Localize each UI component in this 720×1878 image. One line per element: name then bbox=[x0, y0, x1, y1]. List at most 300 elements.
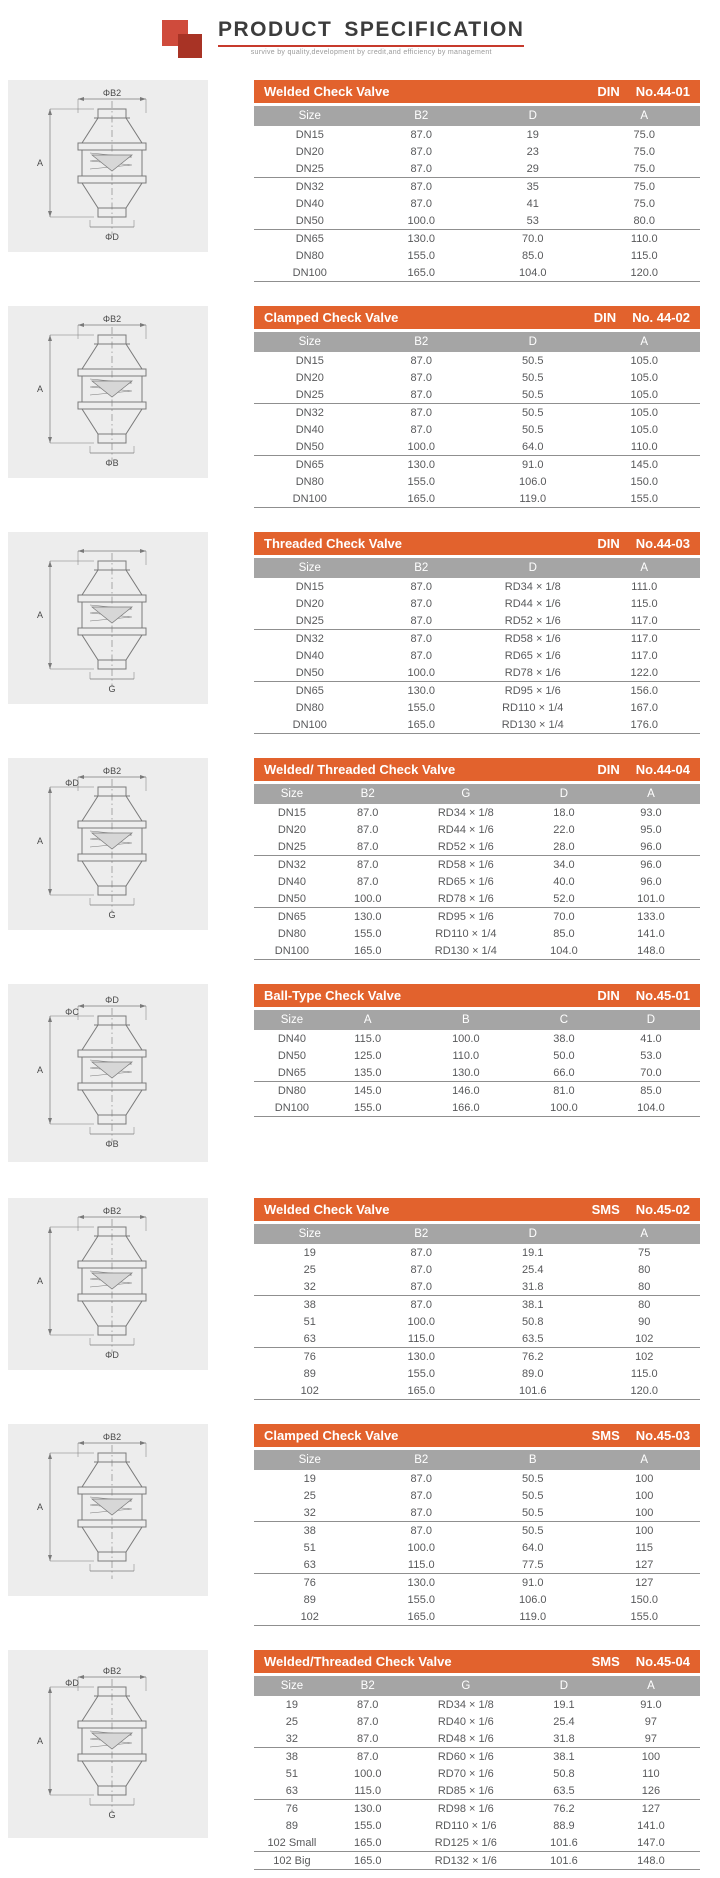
table-cell: 104.0 bbox=[526, 942, 602, 960]
table-cell: 87.0 bbox=[330, 1730, 406, 1748]
table-cell: 166.0 bbox=[406, 1099, 526, 1117]
table-cell: 102 Big bbox=[254, 1852, 330, 1870]
column-header: G bbox=[406, 784, 526, 804]
table-row bbox=[254, 264, 700, 282]
table-row bbox=[254, 1765, 700, 1782]
table-row bbox=[254, 212, 700, 230]
table-cell: RD65 × 1/6 bbox=[437, 875, 494, 888]
table-row bbox=[254, 1556, 700, 1574]
dimension-label-bottom: ΦD bbox=[105, 1350, 119, 1360]
dimension-label-top: ΦB2 bbox=[102, 766, 122, 776]
dimension-label-bottom: G bbox=[108, 910, 116, 920]
table-cell: DN32 bbox=[295, 180, 324, 193]
column-header: Size bbox=[254, 1450, 366, 1470]
table-cell: 89 bbox=[285, 1819, 299, 1832]
table-cell: 80 bbox=[589, 1278, 701, 1296]
table-cell: 87.0 bbox=[357, 858, 379, 871]
table-row bbox=[254, 369, 700, 386]
table-cell: 87.0 bbox=[410, 649, 432, 662]
standard-block bbox=[597, 536, 690, 551]
column-header: Size bbox=[254, 1010, 330, 1030]
table-cell: 40.0 bbox=[553, 875, 575, 888]
table-cell: RD58 × 1/6 bbox=[437, 858, 494, 871]
dimension-label-left: A bbox=[36, 836, 44, 846]
table-cell: 130.0 bbox=[406, 1064, 526, 1082]
table-cell: 119.0 bbox=[477, 1608, 589, 1626]
table-cell: 165.0 bbox=[366, 716, 478, 734]
table-row bbox=[254, 612, 700, 630]
standard-label: DIN bbox=[597, 536, 620, 551]
table-cell: 75.0 bbox=[633, 180, 655, 193]
table-cell: 50.8 bbox=[553, 1767, 575, 1780]
table-cell: 38.1 bbox=[522, 1298, 544, 1311]
table-cell: 100.0 bbox=[526, 1099, 602, 1117]
table-cell: 120.0 bbox=[589, 264, 701, 282]
table-title: Ball-Type Check Valve bbox=[264, 988, 402, 1003]
table-title: Welded Check Valve bbox=[264, 84, 390, 99]
table-row bbox=[254, 699, 700, 716]
table-cell: DN32 bbox=[295, 406, 324, 419]
dimension-label-bottom: ΦD bbox=[105, 232, 119, 242]
valve-technical-drawing bbox=[22, 539, 194, 697]
table-cell: 122.0 bbox=[589, 664, 701, 682]
table-cell: 101.6 bbox=[477, 1382, 589, 1400]
table-cell: 141.0 bbox=[637, 1819, 665, 1832]
column-header: B2 bbox=[366, 1224, 478, 1244]
spec-table bbox=[254, 1450, 700, 1626]
valve-drawing-panel bbox=[8, 758, 208, 930]
table-cell: 90 bbox=[638, 1315, 651, 1328]
table-row bbox=[254, 1382, 700, 1400]
table-cell: 91.0 bbox=[640, 1698, 662, 1711]
table-cell: 50.5 bbox=[522, 1524, 544, 1537]
standard-number: No.45-03 bbox=[635, 1428, 690, 1443]
table-cell: 50.8 bbox=[522, 1315, 544, 1328]
standard-block bbox=[592, 1654, 690, 1669]
spec-table bbox=[254, 1010, 700, 1117]
table-cell: 87.0 bbox=[366, 612, 478, 630]
table-cell: 63 bbox=[254, 1330, 366, 1348]
table-cell: 28.0 bbox=[526, 838, 602, 856]
column-header: B bbox=[477, 1450, 589, 1470]
table-cell: 75.0 bbox=[633, 145, 655, 158]
table-title: Welded Check Valve bbox=[264, 1202, 390, 1217]
table-cell: 117.0 bbox=[630, 649, 658, 662]
spec-table bbox=[254, 1224, 700, 1400]
dimension-label-top: ΦB2 bbox=[102, 314, 122, 324]
standard-label: SMS bbox=[591, 1202, 620, 1217]
table-cell: 100.0 bbox=[366, 438, 478, 456]
table-cell: 87.0 bbox=[410, 354, 432, 367]
standard-label: DIN bbox=[593, 310, 617, 325]
table-row bbox=[254, 1313, 700, 1330]
table-cell: 89.0 bbox=[522, 1367, 544, 1380]
table-row bbox=[254, 804, 700, 821]
table-cell: 50.5 bbox=[522, 1489, 544, 1502]
table-cell: 127 bbox=[635, 1576, 654, 1589]
table-cell: 53 bbox=[477, 212, 589, 230]
table-row bbox=[254, 716, 700, 734]
table-row bbox=[254, 1852, 700, 1870]
valve-drawing-panel bbox=[8, 306, 208, 478]
table-cell: 19.1 bbox=[522, 1246, 544, 1259]
table-row bbox=[254, 1696, 700, 1713]
table-cell: DN80 bbox=[295, 249, 324, 262]
valve-section bbox=[8, 1424, 700, 1626]
table-cell: 87.0 bbox=[366, 160, 478, 178]
table-row bbox=[254, 1278, 700, 1296]
table-cell: 23 bbox=[526, 145, 539, 158]
standard-block bbox=[594, 310, 690, 325]
table-cell: 63 bbox=[254, 1556, 366, 1574]
table-row bbox=[254, 664, 700, 682]
table-cell: 53.0 bbox=[640, 1049, 662, 1062]
table-cell: RD95 × 1/6 bbox=[504, 684, 561, 697]
table-cell: 120.0 bbox=[589, 1382, 701, 1400]
table-cell: 70.0 bbox=[553, 910, 575, 923]
table-cell: 75.0 bbox=[589, 160, 701, 178]
table-cell: 117.0 bbox=[589, 612, 701, 630]
table-cell: 133.0 bbox=[637, 910, 665, 923]
column-header: D bbox=[477, 332, 589, 352]
column-header: G bbox=[406, 1676, 526, 1696]
valve-section bbox=[8, 306, 700, 508]
column-header: B2 bbox=[366, 106, 478, 126]
table-cell: 70.0 bbox=[602, 1064, 700, 1082]
table-row bbox=[254, 1800, 700, 1818]
table-cell: 167.0 bbox=[630, 701, 659, 714]
table-cell: 80.0 bbox=[589, 212, 701, 230]
table-cell: RD125 × 1/6 bbox=[406, 1834, 526, 1852]
table-cell: RD70 × 1/6 bbox=[437, 1767, 494, 1780]
table-cell: 25 bbox=[303, 1263, 316, 1276]
table-cell: 89 bbox=[303, 1367, 316, 1380]
table-cell: 176.0 bbox=[589, 716, 701, 734]
valve-section bbox=[8, 1198, 700, 1400]
valve-technical-drawing bbox=[22, 87, 194, 245]
table-cell: 50.5 bbox=[522, 406, 544, 419]
table-row bbox=[254, 352, 700, 369]
column-header: B2 bbox=[330, 784, 406, 804]
table-cell: DN100 bbox=[254, 942, 330, 960]
table-cell: DN50 bbox=[254, 438, 366, 456]
table-cell: RD44 × 1/6 bbox=[504, 597, 561, 610]
table-cell: DN100 bbox=[254, 264, 366, 282]
table-cell: 100.0 bbox=[366, 212, 478, 230]
table-row bbox=[254, 1713, 700, 1730]
column-header: B2 bbox=[330, 1676, 406, 1696]
table-cell: 105.0 bbox=[630, 371, 659, 384]
table-title: Clamped Check Valve bbox=[264, 1428, 399, 1443]
table-cell: 18.0 bbox=[553, 806, 575, 819]
table-title: Welded/Threaded Check Valve bbox=[264, 1654, 452, 1669]
table-cell: 87.0 bbox=[357, 806, 379, 819]
table-title-bar bbox=[254, 1198, 700, 1221]
dimension-label-top: ΦB2 bbox=[102, 1432, 122, 1442]
dimension-label-left: A bbox=[36, 1276, 44, 1286]
table-cell: 97 bbox=[644, 1715, 658, 1728]
table-cell: DN25 bbox=[254, 386, 366, 404]
table-cell: 50.5 bbox=[522, 1472, 544, 1485]
table-cell: 105.0 bbox=[589, 386, 701, 404]
table-cell: 75 bbox=[638, 1246, 651, 1259]
table-row bbox=[254, 647, 700, 664]
table-cell: 34.0 bbox=[553, 858, 575, 871]
standard-number: No.44-01 bbox=[635, 84, 690, 99]
table-row bbox=[254, 630, 700, 648]
column-header: D bbox=[477, 558, 589, 578]
table-cell: 115.0 bbox=[630, 1367, 658, 1380]
valve-drawing-panel bbox=[8, 80, 208, 252]
table-cell: RD130 × 1/4 bbox=[477, 716, 589, 734]
table-cell: 141.0 bbox=[637, 927, 665, 940]
table-cell: 38 bbox=[303, 1524, 316, 1537]
table-row bbox=[254, 1082, 700, 1100]
table-row bbox=[254, 1330, 700, 1348]
column-header: Size bbox=[254, 106, 366, 126]
standard-label: SMS bbox=[591, 1654, 620, 1669]
table-cell: 50.5 bbox=[477, 386, 589, 404]
column-header-row bbox=[254, 1010, 700, 1030]
table-cell: RD110 × 1/4 bbox=[435, 927, 497, 940]
table-cell: 100.0 bbox=[330, 890, 406, 908]
table-cell: 130.0 bbox=[353, 1802, 382, 1815]
table-cell: 19.1 bbox=[553, 1698, 575, 1711]
table-cell: 102 bbox=[635, 1350, 654, 1363]
table-cell: 101.6 bbox=[526, 1834, 602, 1852]
valve-section bbox=[8, 984, 700, 1162]
table-cell: 111.0 bbox=[631, 580, 658, 593]
table-cell: 93.0 bbox=[640, 806, 662, 819]
table-cell: 100 bbox=[641, 1750, 661, 1763]
table-cell: 41 bbox=[526, 197, 539, 210]
table-cell: 106.0 bbox=[518, 1593, 547, 1606]
table-cell: 75.0 bbox=[633, 128, 655, 141]
table-cell: 100.0 bbox=[366, 664, 478, 682]
table-cell: 165.0 bbox=[330, 942, 406, 960]
table-cell: DN80 bbox=[277, 1084, 306, 1097]
table-cell: 85.0 bbox=[522, 249, 544, 262]
table-title-bar bbox=[254, 80, 700, 103]
table-cell: 50.5 bbox=[522, 423, 544, 436]
table-cell: 115 bbox=[635, 1541, 654, 1554]
table-cell: 50.5 bbox=[522, 371, 544, 384]
table-cell: 87.0 bbox=[357, 1698, 379, 1711]
valve-drawing-panel bbox=[8, 1198, 208, 1370]
table-cell: 38 bbox=[285, 1750, 299, 1763]
table-cell: DN20 bbox=[295, 145, 324, 158]
table-cell: RD52 × 1/6 bbox=[406, 838, 526, 856]
table-cell: 100 bbox=[635, 1524, 654, 1537]
table-cell: 110 bbox=[642, 1767, 660, 1780]
page-title bbox=[218, 18, 524, 42]
table-cell: 127 bbox=[641, 1802, 661, 1815]
brand-logo-icon bbox=[160, 18, 208, 66]
table-row bbox=[254, 1296, 700, 1314]
dimension-label-bottom: ΦB bbox=[105, 1139, 119, 1149]
table-cell: 87.0 bbox=[410, 1489, 432, 1502]
table-cell: 145.0 bbox=[353, 1084, 382, 1097]
table-cell: 147.0 bbox=[602, 1834, 700, 1852]
table-row bbox=[254, 438, 700, 456]
table-cell: DN15 bbox=[295, 128, 324, 141]
table-row bbox=[254, 578, 700, 595]
table-cell: DN32 bbox=[277, 858, 306, 871]
table-cell: 102 bbox=[589, 1330, 701, 1348]
valve-section bbox=[8, 758, 700, 960]
standard-label: DIN bbox=[597, 988, 620, 1003]
table-row bbox=[254, 1504, 700, 1522]
table-row bbox=[254, 247, 700, 264]
table-title-bar bbox=[254, 1424, 700, 1447]
table-title: Threaded Check Valve bbox=[264, 536, 403, 551]
valve-technical-drawing bbox=[22, 313, 194, 471]
column-header: A bbox=[589, 558, 701, 578]
table-cell: DN65 bbox=[254, 1064, 330, 1082]
table-cell: RD34 × 1/8 bbox=[437, 1698, 494, 1711]
table-cell: 76 bbox=[285, 1802, 299, 1815]
table-cell: 64.0 bbox=[477, 438, 589, 456]
table-row bbox=[254, 856, 700, 874]
table-cell: DN40 bbox=[277, 875, 306, 888]
table-cell: 38.0 bbox=[553, 1032, 575, 1045]
column-header: Size bbox=[254, 558, 366, 578]
table-row bbox=[254, 1782, 700, 1800]
table-cell: 19 bbox=[303, 1246, 316, 1259]
table-cell: RD60 × 1/6 bbox=[437, 1750, 494, 1763]
valve-technical-drawing bbox=[22, 1205, 194, 1363]
dimension-label-bottom: G bbox=[108, 1810, 116, 1820]
table-cell: 106.0 bbox=[518, 475, 547, 488]
column-header: C bbox=[526, 1010, 602, 1030]
standard-label: DIN bbox=[597, 84, 620, 99]
table-cell: 100.0 bbox=[407, 1315, 436, 1328]
table-row bbox=[254, 821, 700, 838]
table-cell: DN40 bbox=[295, 197, 324, 210]
table-cell: 102 bbox=[254, 1608, 366, 1626]
table-row bbox=[254, 873, 700, 890]
dimension-label-left: A bbox=[36, 158, 44, 168]
table-cell: 127 bbox=[589, 1556, 701, 1574]
valve-drawing-panel bbox=[8, 1424, 208, 1596]
column-header-row bbox=[254, 1224, 700, 1244]
table-cell: 155.0 bbox=[407, 701, 436, 714]
table-cell: 19 bbox=[303, 1472, 316, 1485]
table-cell: DN15 bbox=[295, 580, 324, 593]
table-cell: 100.0 bbox=[407, 1541, 436, 1554]
table-cell: DN50 bbox=[277, 1049, 306, 1062]
table-cell: 87.0 bbox=[410, 1298, 432, 1311]
table-cell: 155.0 bbox=[353, 1819, 382, 1832]
table-row bbox=[254, 1470, 700, 1487]
dimension-label-top2: ΦD bbox=[65, 1678, 79, 1688]
table-cell: RD110 × 1/6 bbox=[435, 1819, 497, 1832]
table-cell: 155.0 bbox=[589, 1608, 701, 1626]
column-header: Size bbox=[254, 1224, 366, 1244]
dimension-label-top: ΦB2 bbox=[102, 88, 122, 98]
table-cell: 91.0 bbox=[522, 1576, 544, 1589]
table-cell: 165.0 bbox=[366, 1382, 478, 1400]
table-cell: DN65 bbox=[277, 910, 306, 923]
table-cell: 87.0 bbox=[357, 823, 379, 836]
table-cell: 35 bbox=[526, 180, 539, 193]
table-row bbox=[254, 456, 700, 474]
table-cell: 101.0 bbox=[602, 890, 700, 908]
table-cell: 155.0 bbox=[407, 249, 436, 262]
table-cell: 115.0 bbox=[366, 1556, 478, 1574]
table-cell: 87.0 bbox=[357, 1750, 379, 1763]
column-header: Size bbox=[254, 784, 330, 804]
spec-table bbox=[254, 558, 700, 734]
table-cell: 96.0 bbox=[640, 875, 662, 888]
table-row bbox=[254, 1261, 700, 1278]
column-header-row bbox=[254, 784, 700, 804]
table-cell: DN50 bbox=[254, 890, 330, 908]
table-cell: 155.0 bbox=[330, 1099, 406, 1117]
dimension-label-top: ΦB2 bbox=[102, 1666, 122, 1676]
table-cell: 19 bbox=[285, 1698, 299, 1711]
table-cell: 31.8 bbox=[477, 1278, 589, 1296]
table-cell: 165.0 bbox=[366, 264, 478, 282]
table-cell: 117.0 bbox=[630, 632, 658, 645]
table-cell: 38.1 bbox=[553, 1750, 575, 1763]
table-cell: DN80 bbox=[277, 927, 306, 940]
table-cell: DN50 bbox=[254, 212, 366, 230]
table-cell: 87.0 bbox=[357, 1715, 379, 1728]
table-row bbox=[254, 838, 700, 856]
page-title-word1: PRODUCT bbox=[218, 18, 333, 41]
valve-section bbox=[8, 532, 700, 734]
table-cell: 155.0 bbox=[589, 490, 701, 508]
table-row bbox=[254, 1064, 700, 1082]
table-title-bar bbox=[254, 306, 700, 329]
column-header: B2 bbox=[366, 1450, 478, 1470]
standard-block bbox=[597, 84, 690, 99]
table-cell: RD110 × 1/4 bbox=[502, 701, 564, 714]
table-cell: 150.0 bbox=[630, 1593, 659, 1606]
dimension-label-top: ΦB2 bbox=[102, 1206, 122, 1216]
table-row bbox=[254, 421, 700, 438]
table-cell: 25 bbox=[285, 1715, 299, 1728]
table-cell: 105.0 bbox=[630, 423, 659, 436]
table-cell: DN15 bbox=[295, 354, 324, 367]
table-cell: 130.0 bbox=[407, 232, 436, 245]
table-cell: 76.2 bbox=[553, 1802, 575, 1815]
table-cell: 76.2 bbox=[522, 1350, 544, 1363]
table-cell: DN80 bbox=[295, 701, 324, 714]
table-cell: RD58 × 1/6 bbox=[504, 632, 561, 645]
table-cell: RD132 × 1/6 bbox=[406, 1852, 526, 1870]
column-header: A bbox=[589, 332, 701, 352]
table-cell: 100 bbox=[635, 1489, 654, 1502]
table-title-bar bbox=[254, 984, 700, 1007]
table-cell: 25 bbox=[303, 1489, 316, 1502]
dimension-label-left: A bbox=[36, 1736, 44, 1746]
spec-table bbox=[254, 332, 700, 508]
table-cell: 75.0 bbox=[633, 197, 655, 210]
table-cell: 91.0 bbox=[522, 458, 544, 471]
table-row bbox=[254, 230, 700, 248]
table-cell: 102 bbox=[254, 1382, 366, 1400]
table-cell: 87.0 bbox=[410, 406, 432, 419]
table-cell: DN25 bbox=[254, 612, 366, 630]
table-cell: 100 bbox=[635, 1472, 654, 1485]
valve-technical-drawing bbox=[22, 1431, 194, 1589]
table-cell: RD52 × 1/6 bbox=[477, 612, 589, 630]
table-row bbox=[254, 404, 700, 422]
dimension-label-top2: ΦD bbox=[65, 778, 79, 788]
dimension-label-bottom: G bbox=[108, 684, 116, 694]
